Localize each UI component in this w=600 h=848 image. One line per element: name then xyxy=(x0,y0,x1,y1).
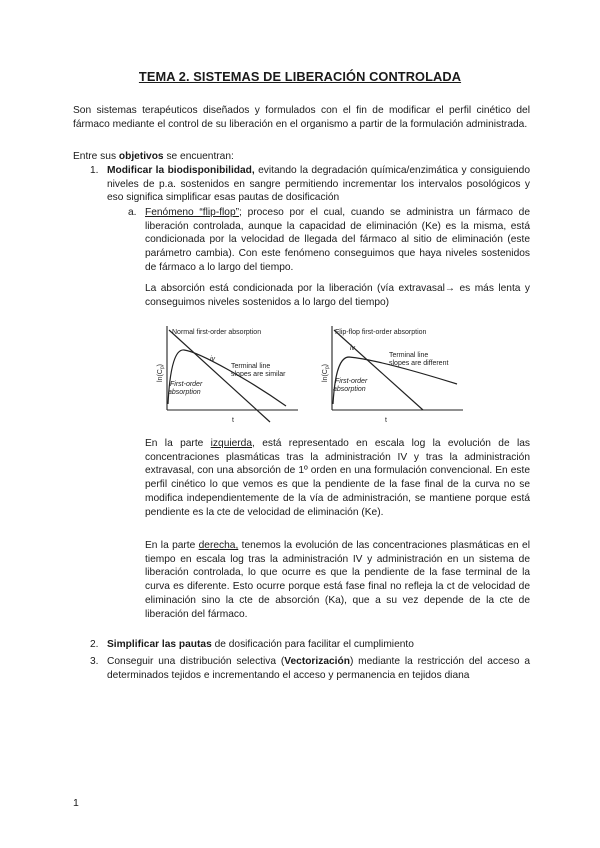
figure-title: Flip-flop first-order absorption xyxy=(335,329,427,336)
flip-flop-term: Fenómeno “flip-flop” xyxy=(145,207,240,218)
izquierda-term: izquierda xyxy=(210,438,253,449)
first-order-label-2: absorption xyxy=(333,386,366,393)
terminal-label-1: Terminal line xyxy=(389,352,429,359)
page-number: 1 xyxy=(73,797,79,809)
item-3-text: Conseguir una distribución selectiva (Vectorización) mediante la restricción del acceso a determinados tejidos e incrementando el acceso y permanencia en tejidos diana xyxy=(107,656,530,681)
first-order-label-2: absorption xyxy=(168,389,201,396)
description-right-paragraph: En la parte derecha, tenemos la evolución de las concentraciones plasmáticas en el tiempo en escala log tras la administración IV y administración en un sistema de liberación controlada, lo que ocurre es que la pendiente de la fase terminal de la curva es diferente. Esto ocurre porque está fase final no refleja la ct de velocidad de eliminación sino la cte de absorción (Ka), que a su vez depende de la cte de liberación del fármaco. xyxy=(145,540,530,620)
objectives-bold: objetivos xyxy=(118,151,164,162)
terminal-label-2: slopes are similar xyxy=(231,371,286,378)
item-1-number: 1. xyxy=(90,165,99,176)
x-axis-label: t xyxy=(232,417,234,424)
terminal-label-2: slopes are different xyxy=(389,360,449,367)
item-3-bold: Vectorización xyxy=(284,656,350,667)
terminal-label-1: Terminal line xyxy=(231,363,271,370)
first-order-label-1: First-order xyxy=(335,378,368,385)
absorption-paragraph: La absorción está condicionada por la liberación (vía extravasal→ es más lenta y conseguimos niveles sostenidos a lo largo del tiempo) xyxy=(145,283,530,308)
item-1-text: Modificar la biodisponibilidad, evitando la degradación química/enzimática y consiguiendo niveles de p.a. sostenidos en sangre permitiendo incrementar los intervalos posológicos y eso significa simplificar esas pautas de dosificación xyxy=(107,165,530,204)
page-title: TEMA 2. SISTEMAS DE LIBERACIÓN CONTROLADA xyxy=(138,69,462,84)
figure-title: Normal first-order absorption xyxy=(172,329,262,336)
y-axis-label: $\ln(C_p)$ xyxy=(157,364,166,382)
description-left-paragraph: En la parte izquierda, está representado en escala log la evolución de las concentraciones plasmáticas tras la administración IV y tras la administración extravasal, con una absorción de 1º orden en una formulación convencional. En este perfil cinético lo que vemos es que la pendiente de la fase final de la curva no se modifica independientemente de la vía de administración, se mantiene porque está pendiente es la cte de velocidad de eliminación (Ke). xyxy=(145,438,530,518)
figures-row xyxy=(152,324,472,430)
objectives-intro: Entre sus objetivos se encuentran: xyxy=(73,151,234,162)
y-axis-label: $\ln(C_p)$ xyxy=(322,364,331,382)
first-order-label-1: First-order xyxy=(170,381,203,388)
iv-label: iv xyxy=(210,356,216,363)
figure-normal-absorption xyxy=(152,324,300,430)
item-3-number: 3. xyxy=(90,656,99,667)
intro-paragraph: Son sistemas terapéuticos diseñados y formulados con el fin de modificar el perfil cinético del fármaco mediante el control de su liberación en el organismo a partir de la formulación administrada. xyxy=(73,105,530,130)
subitem-a-text: Fenómeno “flip-flop”; proceso por el cual, cuando se administra un fármaco de liberación controlada, aunque la capacidad de eliminación (Ke) es la misma, está condicionada por la velocidad de llegada del fármaco al sitio de eliminación (este parámetro cambia). Con este fenómeno conseguimos que haya niveles sostenidos de fármaco a lo largo del tiempo. xyxy=(145,207,530,273)
subitem-a-letter: a. xyxy=(128,207,137,218)
item-2-bold: Simplificar las pautas xyxy=(107,639,212,650)
item-2-text: Simplificar las pautas de dosificación para facilitar el cumplimiento xyxy=(107,639,414,650)
x-axis-label: t xyxy=(385,417,387,424)
iv-label: iv xyxy=(350,345,356,352)
figure-flipflop-absorption xyxy=(317,324,465,430)
derecha-term: derecha, xyxy=(198,540,239,551)
item-2-number: 2. xyxy=(90,639,99,650)
item-1-bold: Modificar la biodisponibilidad, xyxy=(107,165,255,176)
